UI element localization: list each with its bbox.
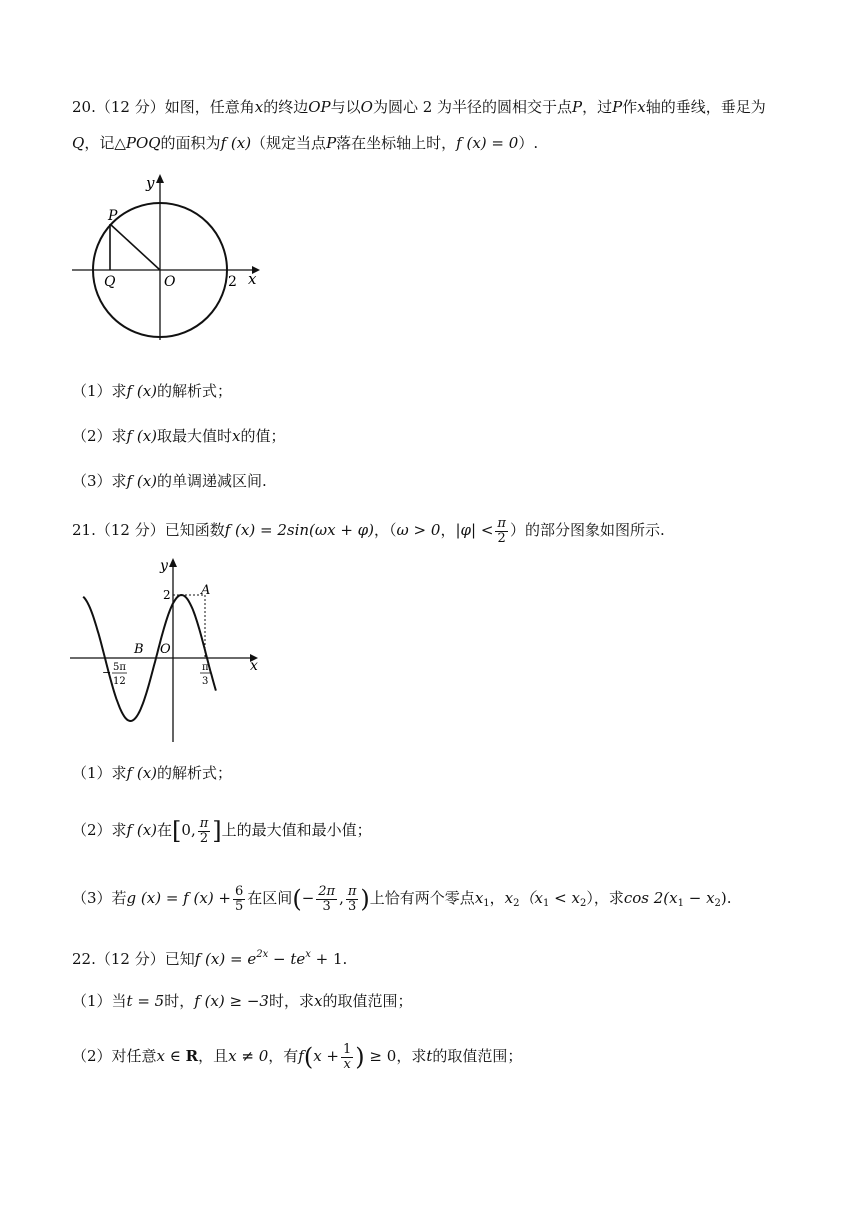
pi-over-2-fraction [495,517,508,546]
q20-part3 [72,470,267,492]
label-y: y [160,558,168,574]
expr: x + [313,1047,339,1065]
q20-text: 如图，任意角 [164,98,255,116]
q22-func: − te [268,950,306,968]
label-12: 12 [113,676,126,687]
q20-text: ，记△ [84,134,126,152]
q20-var: POQ [125,134,161,152]
q22-text: 已知 [164,950,195,968]
frac-den: 2 [497,530,506,546]
q21-score: （12 分） [95,521,165,539]
q21-fx: f (x) [126,821,158,839]
q22-score: （12 分） [95,950,165,968]
q21-part2: （2）求f (x)在[0, $\frac{\pi}{2}$ ]上的最大值和最小值； [72,815,372,846]
frac-den: x [343,1056,351,1072]
label-q: Q [104,274,116,290]
exponent: 2x [256,949,269,960]
label-x: x [250,658,258,674]
q22-part2: （2）对任意x ∈ R，且x ≠ 0，有f(x + $\frac{1}{x}$ ) ≥ 0，求t的取值范围； [72,1041,523,1072]
q22-func: f (x) = e [194,950,257,968]
q20-number: 20. [72,98,96,116]
exponent: x [305,949,311,960]
part-text: ). [720,889,732,907]
frac-num: 2π [318,883,336,899]
q21-text: 已知函数 [164,521,225,539]
part-text: 时， [164,992,195,1010]
part-label: （3）求 [72,472,127,490]
q20-text: 与以 [330,98,361,116]
q20-fx: f (x) [126,472,158,490]
q20-var: Q [72,134,85,152]
part-text: 的值； [240,427,286,445]
part-label: （2）求 [72,427,127,445]
q20-fx: f (x) [126,427,158,445]
part-text: 的取值范围； [322,992,413,1010]
part-label: （1）求 [72,382,127,400]
part-label: （1）当 [72,992,127,1010]
label-o: O [164,274,176,290]
part-text: ，有 [268,1047,299,1065]
minus-sign: − [301,889,315,907]
label-neg: − [102,666,112,679]
q21-text: ，（ [374,521,397,539]
q20-score: （12 分） [95,98,165,116]
q22-part1 [72,990,412,1012]
part-text: 时，求 [268,992,314,1010]
q20-var: OP [308,98,331,116]
q21-func: f (x) = 2sin(ωx + φ) [224,521,375,539]
part-label: （1）求 [72,764,127,782]
label-x: x [248,270,257,288]
q20-var: P [612,98,623,116]
part-text: ，且 [198,1047,229,1065]
frac-num: π [497,515,506,531]
segment-op [110,224,160,270]
q21-fx: f (x) [126,764,158,782]
label-pi: π [202,662,209,673]
part-text: 取最大值时 [157,427,233,445]
label-y: y [146,174,155,192]
q21-text: ， [440,521,456,539]
part-text: ），求 [586,889,624,907]
q20-text: （规定当点 [251,134,327,152]
q22-func: + 1. [310,950,348,968]
part-label: （3）若 [72,889,127,907]
func-f: f [298,1047,304,1065]
q20-circle-figure [68,168,268,348]
cond: （x [519,889,543,907]
q20-text: 轴的垂线，垂足为 [645,98,766,116]
part-text: ， [489,889,505,907]
part-text: 上的最大值和最小值； [221,821,372,839]
label-5pi: 5π [113,662,126,673]
part-text: 上恰有两个零点 [369,889,475,907]
comma: , [339,889,344,907]
q20-var: P [326,134,337,152]
y-axis-arrow [156,174,164,183]
label-o: O [160,642,171,657]
label-b: B [134,642,144,657]
q20-text: 作 [622,98,638,116]
label-2: 2 [163,588,171,602]
q20-text: 的终边 [263,98,309,116]
q21-part3: （3）若g (x) = f (x) + $\frac{6}{5}$ 在区间(− $\frac{2\pi}{3}$ , $\frac{\pi}{3}$ )上恰有两个零点$x_1$，$x_2(x_1 < x_2)$，求$\cos 2(x_1 - x_2)$. [72,883,732,914]
frac-num: 6 [235,883,244,899]
q20-fx: f (x) [220,134,252,152]
cond: x ∈ [156,1047,186,1065]
q22-stem [72,944,347,970]
q20-var: O [360,98,373,116]
y-axis-arrow [169,558,177,567]
frac-num: π [347,883,357,899]
part-text: 的取值范围； [432,1047,523,1065]
q20-text: 落在坐标轴上时， [336,134,457,152]
six-fifths-fraction [233,885,245,914]
cos-expr: − x [683,889,715,907]
cond: < x [549,889,580,907]
frac-num: 1 [343,1041,352,1057]
part-label: （2）求 [72,821,127,839]
cos-expr: cos 2(x [623,889,678,907]
interval-start: 0, [181,821,196,839]
q20-stem-line1 [72,96,766,118]
q20-var: x [254,98,264,116]
frac-den: 3 [322,898,331,914]
q20-var: x [637,98,646,116]
part-text: 在 [157,821,173,839]
q20-fx: f (x) [126,382,158,400]
q20-part1 [72,380,232,402]
q21-number: 21. [72,521,96,539]
part-text: 的解析式； [157,382,233,400]
frac-den: 5 [235,898,244,914]
pi-over-2-fraction [198,817,211,846]
var-x1: x [474,889,484,907]
two-pi-over-3-fraction [316,885,337,914]
label-a: A [201,583,211,598]
var: x [313,992,323,1010]
q20-text: 为圆心 2 为半径的圆相交于点 [372,98,573,116]
cond: x ≠ 0 [228,1047,269,1065]
q21-part1 [72,762,232,784]
one-over-x-fraction [341,1043,353,1072]
q21-g: g (x) = f (x) + [126,889,232,907]
reals-symbol: R [185,1047,199,1065]
q20-var: P [572,98,583,116]
frac-den: 2 [199,830,209,846]
q20-text: ，过 [582,98,613,116]
q20-part2 [72,425,286,447]
cond: t = 5 [126,992,165,1010]
q21-sine-graph [68,552,268,747]
q21-stem [72,512,665,548]
part-label: （2）对任意 [72,1047,157,1065]
q20-fx: f (x) = 0 [456,134,519,152]
frac-den: 3 [348,898,357,914]
part-text: 在区间 [247,889,293,907]
var: t [426,1047,433,1065]
pi-over-3-fraction [346,885,359,914]
q20-var: x [232,427,241,445]
inequality: ≥ 0 [364,1047,397,1065]
var-x2: x [504,889,514,907]
part-text: 的单调递减区间. [157,472,267,490]
part-text: ，求 [396,1047,427,1065]
label-2: 2 [228,274,237,290]
label-p: P [108,208,118,224]
q21-cond: ω > 0 [396,521,441,539]
q22-number: 22. [72,950,96,968]
inequality: f (x) ≥ −3 [194,992,269,1010]
q20-stem-line2 [72,132,538,154]
q20-text: ）. [518,134,539,152]
frac-num: π [199,815,209,831]
q20-text: 的面积为 [160,134,221,152]
q21-text: ）的部分图象如图所示. [509,521,665,539]
label-3: 3 [202,676,209,687]
part-text: 的解析式； [157,764,233,782]
q21-cond: |φ| < [455,521,494,539]
